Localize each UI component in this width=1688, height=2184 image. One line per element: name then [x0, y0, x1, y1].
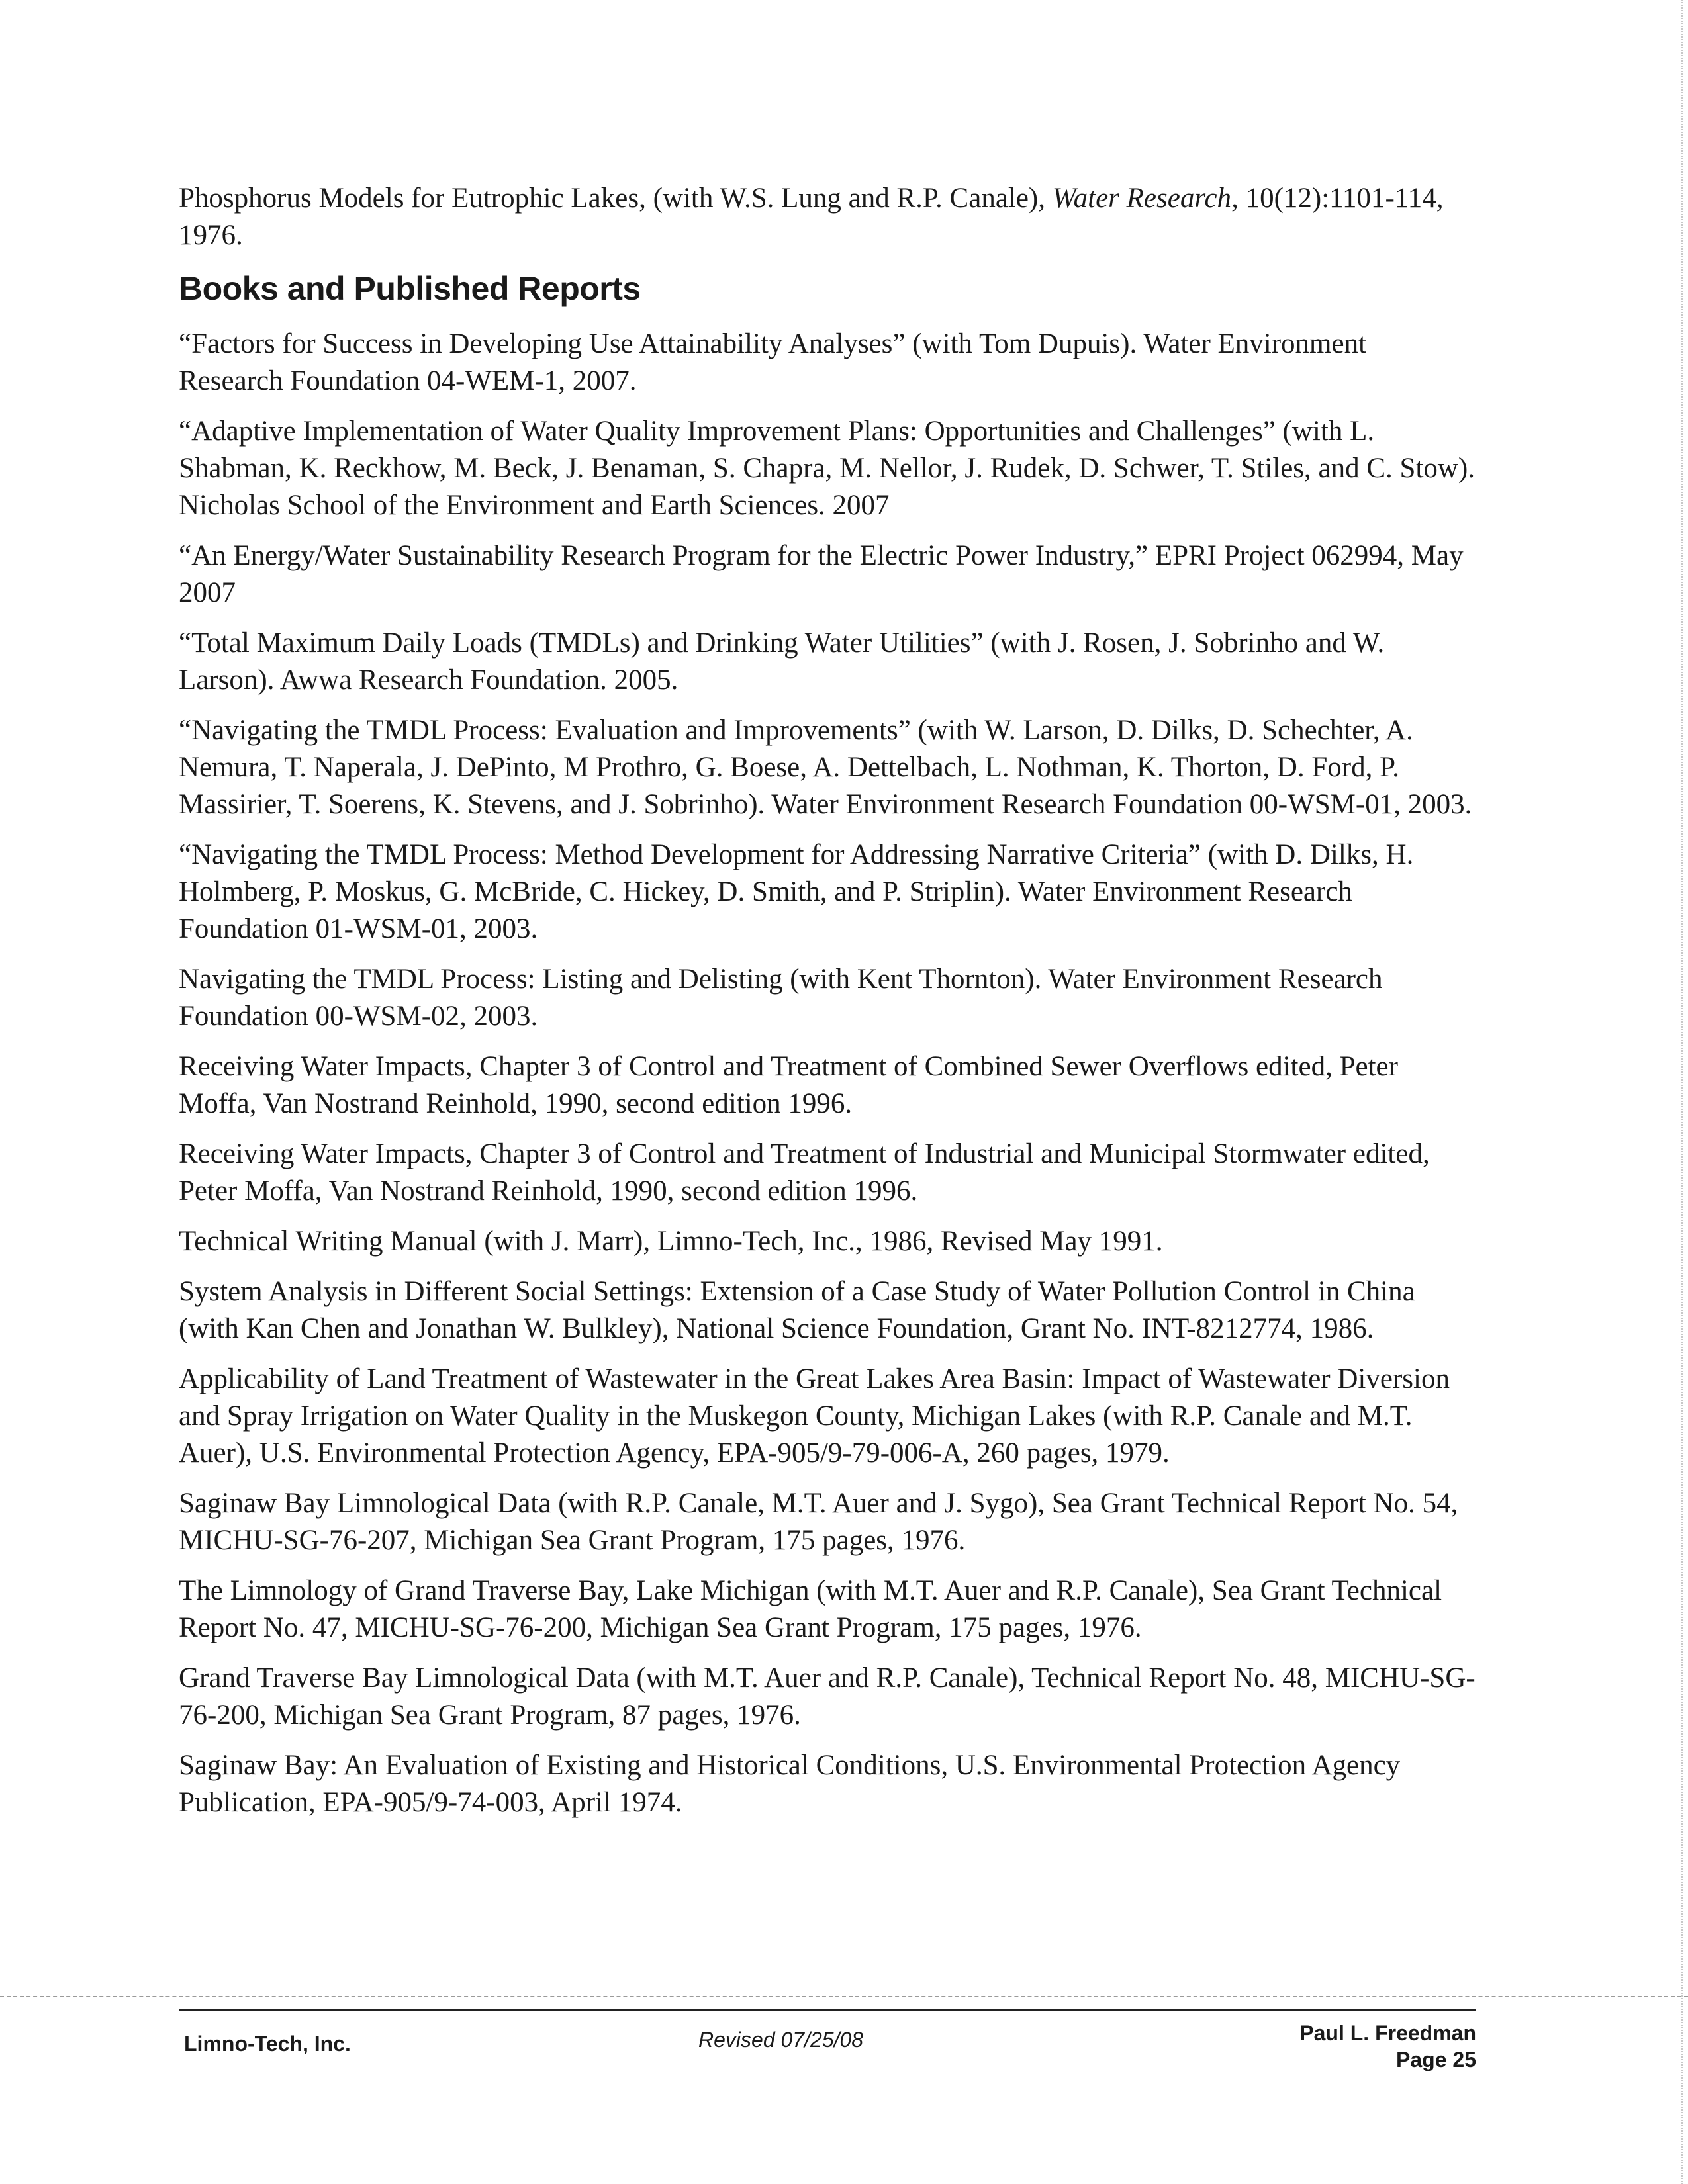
report-entry: Applicability of Land Treatment of Wastewater in the Great Lakes Area Basin: Impact of Wastewater Diversion and Spray Irrigation on Water Quality in the Muskegon County, Michigan Lakes (with R.P. Canale and M.T. Auer), U.S. Environmental Protection Agency, EPA-905/9-79-006-A, 260 pages, 1979.: [179, 1363, 1450, 1469]
report-entry: “Total Maximum Daily Loads (TMDLs) and Drinking Water Utilities” (with J. Rosen, J. Sobrinho and W. Larson). Awwa Research Foundation. 2005.: [179, 627, 1385, 696]
footer-author: Paul L. Freedman: [1299, 2021, 1476, 2045]
report-entry: “An Energy/Water Sustainability Research Program for the Electric Power Industry,” EPRI Project 062994, May 2007: [179, 540, 1464, 608]
report-entry: “Navigating the TMDL Process: Method Development for Addressing Narrative Criteria” (with D. Dilks, H. Holmberg, P. Moskus, G. McBride, C. Hickey, D. Smith, and P. Striplin). Water Environment Research Foundation 01-WSM-01, 2003.: [179, 839, 1414, 944]
report-entry: “Navigating the TMDL Process: Evaluation and Improvements” (with W. Larson, D. Dilks, D. Schechter, A. Nemura, T. Naperala, J. DePinto, M Prothro, G. Boese, A. Dettelbach, L. Nothman, K. Thorton, D. Ford, P. Massirier, T. Soerens, K. Stevens, and J. Sobrinho). Water Environment Research Foundation 00-WSM-01, 2003.: [179, 715, 1472, 820]
scan-artifact-line: [0, 1996, 1688, 1997]
report-entry: “Factors for Success in Developing Use Attainability Analyses” (with Tom Dupuis). Water Environment Research Foundation 04-WEM-1, 2007.: [179, 328, 1367, 396]
report-entry: Saginaw Bay: An Evaluation of Existing and Historical Conditions, U.S. Environmental Protection Agency Publication, EPA-905/9-74-003, April 1974.: [179, 1750, 1401, 1818]
report-entry: Grand Traverse Bay Limnological Data (with M.T. Auer and R.P. Canale), Technical Report No. 48, MICHU-SG-76-200, Michigan Sea Grant Program, 87 pages, 1976.: [179, 1662, 1476, 1731]
report-entry: Saginaw Bay Limnological Data (with R.P. Canale, M.T. Auer and J. Sygo), Sea Grant Technical Report No. 54, MICHU-SG-76-207, Michigan Sea Grant Program, 175 pages, 1976.: [179, 1488, 1458, 1556]
footer-page-number: Page 25: [1396, 2048, 1476, 2071]
report-entry: “Adaptive Implementation of Water Quality Improvement Plans: Opportunities and Challenges” (with L. Shabman, K. Reckhow, M. Beck, J. Benaman, S. Chapra, M. Nellor, J. Rudek, D. Schwer, T. Stiles, and C. Stow). Nicholas School of the Environment and Earth Sciences. 2007: [179, 416, 1476, 521]
footer-revised-date: Revised 07/25/08: [698, 2028, 864, 2052]
report-entry: System Analysis in Different Social Settings: Extension of a Case Study of Water Pollution Control in China (with Kan Chen and Jonathan W. Bulkley), National Science Foundation, Grant No. INT-8212774, 1986.: [179, 1276, 1415, 1344]
report-entry: Receiving Water Impacts, Chapter 3 of Control and Treatment of Combined Sewer Overflows edited, Peter Moffa, Van Nostrand Reinhold, 1990, second edition 1996.: [179, 1051, 1398, 1119]
report-entry: The Limnology of Grand Traverse Bay, Lake Michigan (with M.T. Auer and R.P. Canale), Sea Grant Technical Report No. 47, MICHU-SG-76-200, Michigan Sea Grant Program, 175 pages, 1976.: [179, 1575, 1442, 1643]
report-entry: Navigating the TMDL Process: Listing and Delisting (with Kent Thornton). Water Environment Research Foundation 00-WSM-02, 2003.: [179, 964, 1383, 1032]
publication-entry: [179, 180, 1476, 254]
journal-name: Water Research: [1052, 183, 1232, 214]
footer-author-block: [1299, 2020, 1476, 2073]
scan-edge-line: [1681, 0, 1683, 2184]
report-entry: Receiving Water Impacts, Chapter 3 of Control and Treatment of Industrial and Municipal Stormwater edited, Peter Moffa, Van Nostrand Reinhold, 1990, second edition 1996.: [179, 1138, 1430, 1206]
page-footer: [179, 2020, 1476, 2079]
footer-divider: [179, 2009, 1476, 2011]
section-heading: Books and Published Reports: [179, 270, 641, 307]
report-entry: Technical Writing Manual (with J. Marr), Limno-Tech, Inc., 1986, Revised May 1991.: [179, 1226, 1163, 1257]
footer-company: Limno-Tech, Inc.: [184, 2032, 351, 2056]
document-body: [179, 180, 1476, 1835]
entry-citation: , 10(12):1101-114, 1976.: [179, 183, 1444, 251]
entry-text: Phosphorus Models for Eutrophic Lakes, (with W.S. Lung and R.P. Canale),: [179, 183, 1053, 214]
